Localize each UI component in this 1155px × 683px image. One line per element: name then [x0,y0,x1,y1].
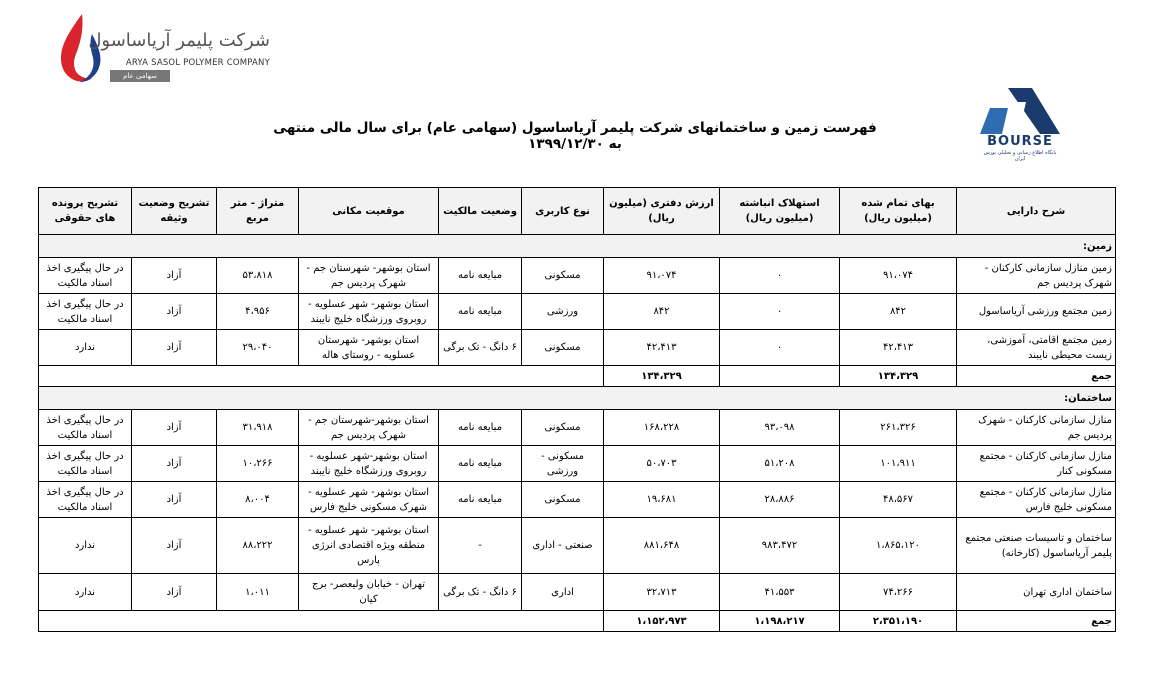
table-cell: در حال پیگیری اخذ اسناد مالکیت [39,258,132,294]
column-header: شرح دارایی [957,188,1116,235]
table-cell: ۵۳،۸۱۸ [217,258,299,294]
table-cell: مبایعه نامه [439,410,522,446]
table-row [39,518,1116,574]
total-cost: ۱۳۴،۳۲۹ [840,366,957,387]
table-cell: ۱۰۱،۹۱۱ [840,446,957,482]
company-name-fa: شرکت پلیمر آریاساسول [88,30,270,51]
table-cell: مبایعه نامه [439,258,522,294]
table-cell: آزاد [132,294,217,330]
column-header: تشریح پرونده های حقوقی [39,188,132,235]
table-cell: ۱۹،۶۸۱ [604,482,720,518]
column-header: متراژ - متر مربع [217,188,299,235]
total-row [39,366,1116,387]
table-cell: ۱،۸۶۵،۱۲۰ [840,518,957,574]
table-cell: مبایعه نامه [439,294,522,330]
table-cell: آزاد [132,518,217,574]
table-row [39,258,1116,294]
table-cell: ۱،۰۱۱ [217,574,299,611]
table-cell: استان بوشهر-شهر عسلویه - روبروی ورزشگاه خلیج نایبند [299,446,439,482]
table-cell: ۹۸۳،۴۷۲ [720,518,840,574]
table-cell: ۳۱،۹۱۸ [217,410,299,446]
total-label: جمع [957,366,1116,387]
table-row [39,482,1116,518]
table-cell: ۸۸،۲۲۲ [217,518,299,574]
column-header: استهلاک انباشته (میلیون ریال) [720,188,840,235]
table-cell: زمین مجتمع ورزشی آریاساسول [957,294,1116,330]
bourse-word: BOURSE [987,134,1053,149]
table-cell: ساختمان و تاسیسات صنعتی مجتمع پلیمر آریاساسول (کارخانه) [957,518,1116,574]
total-book-value: ۱،۱۵۲،۹۷۳ [604,611,720,632]
company-name-en: ARYA SASOL POLYMER COMPANY [125,58,270,68]
total-depreciation [720,366,840,387]
table-header-row [39,188,1116,235]
table-cell: مبایعه نامه [439,482,522,518]
table-cell: استان بوشهر-شهرستان جم - شهرک پردیس جم [299,410,439,446]
table-cell: ساختمان اداری تهران [957,574,1116,611]
table-cell: زمین منازل سازمانی کارکنان - شهرک پردیس جم [957,258,1116,294]
table-cell: مسکونی [522,482,604,518]
total-cost: ۲،۳۵۱،۱۹۰ [840,611,957,632]
table-cell: در حال پیگیری اخذ اسناد مالکیت [39,294,132,330]
table-cell: ۱۰،۲۶۶ [217,446,299,482]
table-cell: ۷۴،۲۶۶ [840,574,957,611]
table-cell: در حال پیگیری اخذ اسناد مالکیت [39,482,132,518]
table-cell: منازل سازمانی کارکنان - مجتمع مسکونی کنار [957,446,1116,482]
table-cell: مسکونی [522,330,604,366]
bourse-logo [980,88,1070,160]
table-cell: ۳۲،۷۱۳ [604,574,720,611]
table-cell: آزاد [132,410,217,446]
total-row [39,611,1116,632]
column-header: بهای تمام شده (میلیون ریال) [840,188,957,235]
total-book-value: ۱۳۴،۳۲۹ [604,366,720,387]
total-depreciation: ۱،۱۹۸،۲۱۷ [720,611,840,632]
table-cell: آزاد [132,258,217,294]
table-cell: استان بوشهر- شهرستان عسلویه - روستای هاله [299,330,439,366]
table-cell: صنعتی - اداری [522,518,604,574]
table-cell: ۴۱،۵۵۳ [720,574,840,611]
table-cell: ۲۸،۸۸۶ [720,482,840,518]
table-cell: ۹۳،۰۹۸ [720,410,840,446]
table-cell: مسکونی [522,410,604,446]
column-header: نوع کاربری [522,188,604,235]
section-row [39,235,1116,258]
column-header: تشریح وضعیت وثیقه [132,188,217,235]
column-header: موقعیت مکانی [299,188,439,235]
total-empty [39,366,604,387]
table-cell: در حال پیگیری اخذ اسناد مالکیت [39,410,132,446]
table-cell: آزاد [132,574,217,611]
bourse-logo-icon [980,88,1060,134]
column-header: وضعیت مالکیت [439,188,522,235]
table-cell: استان بوشهر- شهر عسلویه - منطقه ویژه اقتصادی انرژی پارس [299,518,439,574]
table-cell: ۲۶۱،۳۲۶ [840,410,957,446]
table-cell: آزاد [132,330,217,366]
table-cell: ۴۲،۴۱۳ [604,330,720,366]
table-cell: ۸۴۲ [840,294,957,330]
table-cell: ندارد [39,330,132,366]
table-cell: ۸۴۲ [604,294,720,330]
table-cell: زمین مجتمع اقامتی، آموزشی، زیست محیطی نایبند [957,330,1116,366]
table-row [39,410,1116,446]
table-cell: ۴۲،۴۱۳ [840,330,957,366]
table-cell: ۴،۹۵۶ [217,294,299,330]
table-cell: ۸،۰۰۴ [217,482,299,518]
total-label: جمع [957,611,1116,632]
table-row [39,330,1116,366]
table-cell: ۸۸۱،۶۴۸ [604,518,720,574]
table-cell: آزاد [132,482,217,518]
table-row [39,446,1116,482]
table-cell: ۶ دانگ - تک برگی [439,574,522,611]
table-cell: استان بوشهر- شهر عسلویه - شهرک مسکونی خلیج فارس [299,482,439,518]
table-cell: تهران - خیابان ولیعصر- برج کیان [299,574,439,611]
table-cell: منازل سازمانی کارکنان - مجتمع مسکونی خلیج فارس [957,482,1116,518]
table-cell: استان بوشهر- شهرستان جم - شهرک پردیس جم [299,258,439,294]
assets-table [38,187,1116,632]
table-cell: مسکونی [522,258,604,294]
table-cell: ۰ [720,330,840,366]
table-cell: استان بوشهر- شهر عسلویه - روبروی ورزشگاه خلیج نایبند [299,294,439,330]
table-cell: منازل سازمانی کارکنان - شهرک پردیس جم [957,410,1116,446]
table-cell: ۶ دانگ - تک برگی [439,330,522,366]
table-cell: ۹۱،۰۷۴ [840,258,957,294]
bourse-subtitle: پایگاه اطلاع رسانی و تحلیلی بورس ایران [983,150,1057,162]
table-cell: ۵۰،۷۰۳ [604,446,720,482]
table-cell: - [439,518,522,574]
table-cell: اداری [522,574,604,611]
table-row [39,574,1116,611]
table-cell: ورزشی [522,294,604,330]
table-cell: ۲۹،۰۴۰ [217,330,299,366]
company-tagline: سهامی عام [110,70,170,82]
column-header: ارزش دفتری (میلیون ریال) [604,188,720,235]
table-cell: ۱۶۸،۲۲۸ [604,410,720,446]
table-cell: مبایعه نامه [439,446,522,482]
page-title: فهرست زمین و ساختمانهای شرکت پلیمر آریاساسول (سهامی عام) برای سال مالی منتهی به ۱۳۹۹/۱۲/۳۰ [273,120,877,152]
section-title: زمین: [39,235,1116,258]
table-cell: در حال پیگیری اخذ اسناد مالکیت [39,446,132,482]
table-cell: ۰ [720,258,840,294]
table-cell: مسکونی - ورزشی [522,446,604,482]
table-cell: ۴۸،۵۶۷ [840,482,957,518]
table-cell: ندارد [39,518,132,574]
section-row [39,387,1116,410]
table-cell: ۹۱،۰۷۴ [604,258,720,294]
total-empty [39,611,604,632]
table-cell: آزاد [132,446,217,482]
table-cell: ۵۱،۲۰۸ [720,446,840,482]
section-title: ساختمان: [39,387,1116,410]
table-cell: ۰ [720,294,840,330]
table-row [39,294,1116,330]
table-cell: ندارد [39,574,132,611]
